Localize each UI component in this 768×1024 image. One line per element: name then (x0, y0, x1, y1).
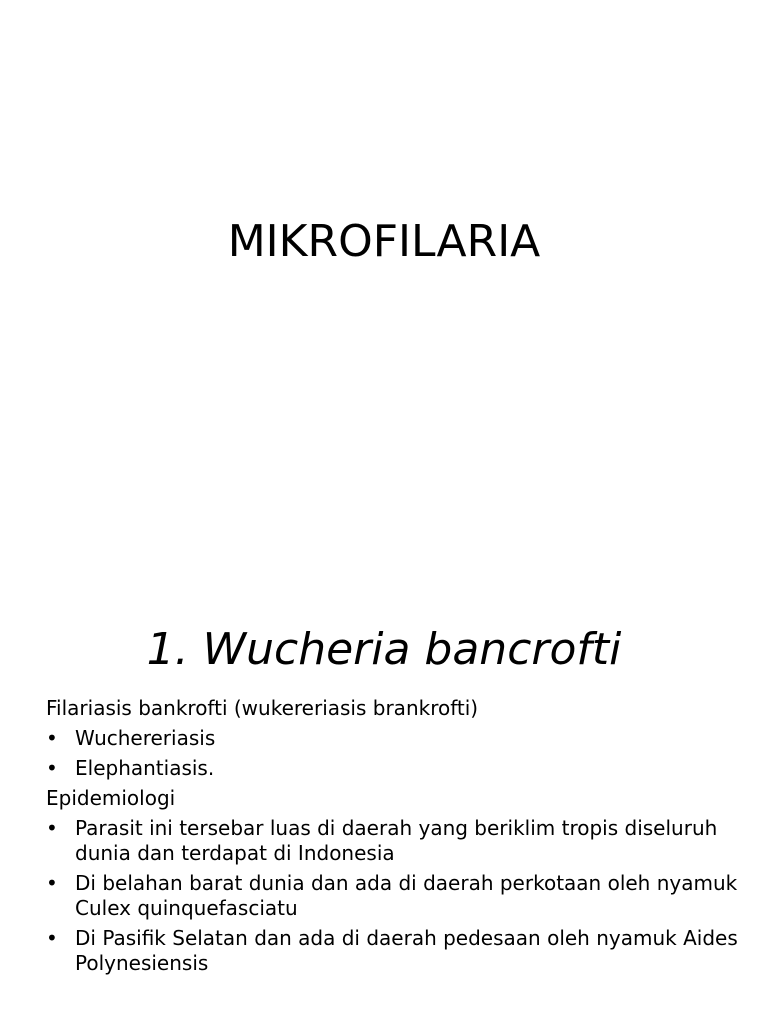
slide-title: MIKROFILARIA (227, 216, 541, 267)
list-item (46, 816, 746, 866)
section-heading: 1. Wucheria bancrofti (146, 624, 622, 675)
list-item-text: Parasit ini tersebar luas di daerah yang beriklim tropis diseluruh dunia dan terdapat di Indonesia (75, 816, 718, 865)
epidemiology-label: Epidemiologi (46, 786, 176, 810)
list-item-text: Di belahan barat dunia dan ada di daerah perkotaan oleh nyamuk Culex quinquefasciatu (75, 871, 738, 920)
bullet-icon: • (46, 816, 58, 840)
list-item-text: Di Pasifik Selatan dan ada di daerah pedesaan oleh nyamuk Aides Polynesiensis (75, 926, 738, 975)
bullet-icon: • (46, 726, 58, 750)
intro-line: Filariasis bankrofti (wukereriasis brankrofti) (46, 696, 479, 720)
list-item (46, 756, 746, 781)
bullet-icon: • (46, 871, 58, 895)
bullet-icon: • (46, 756, 58, 780)
list-item (46, 926, 746, 976)
bullet-icon: • (46, 926, 58, 950)
slide-content (46, 696, 746, 981)
list-item-text: Wuchereriasis (75, 726, 216, 750)
list-item (46, 871, 746, 921)
list-item-text: Elephantiasis. (75, 756, 215, 780)
list-item (46, 726, 746, 751)
